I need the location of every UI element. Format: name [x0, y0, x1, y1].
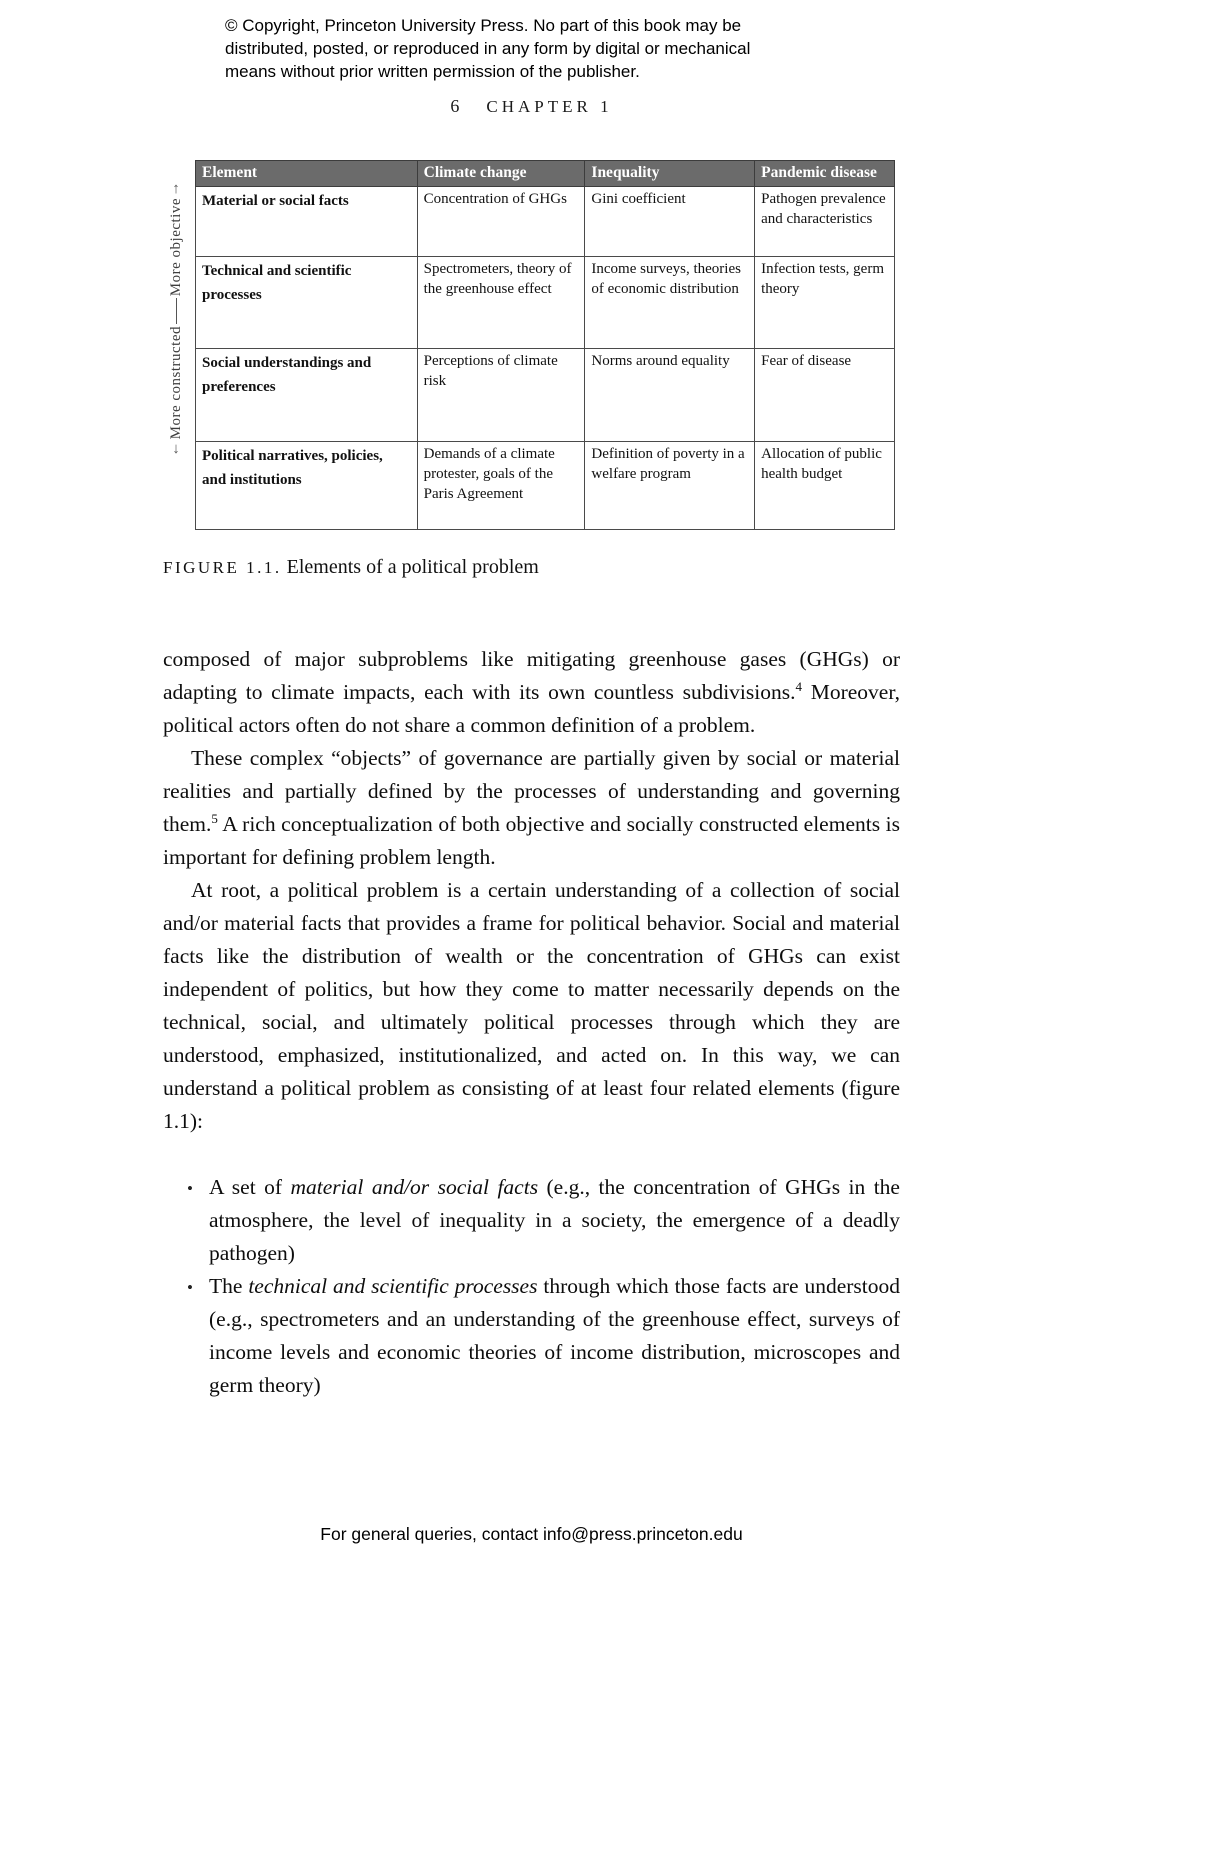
- copyright-line-1: © Copyright, Princeton University Press. No part of this book may be: [225, 16, 742, 35]
- elements-table: [195, 160, 895, 530]
- bullet-2-pre: The: [209, 1274, 249, 1298]
- bullet-1-post: (e.g., the concentration of GHGs in the atmosphere, the level of inequality in a society, the emergence of a deadly pathogen): [209, 1175, 900, 1265]
- paragraph-3: At root, a political problem is a certain understanding of a collection of social and/or material facts that provides a frame for political behavior. Social and material facts like the distribution of wealth or the concentration of GHGs can exist independent of politics, but how they come to matter necessarily depends on the technical, social, and ultimately political processes through which they are understood, emphasized, institutionalized, and acted on. In this way, we can understand a political problem as consisting of at least four related elements (figure 1.1):: [163, 878, 900, 1133]
- cell-climate: Concentration of GHGs: [417, 187, 585, 257]
- footer-contact-note: For general queries, contact info@press.princeton.edu: [320, 1524, 743, 1544]
- col-header-climate-change: Climate change: [417, 161, 585, 187]
- body-text: [163, 643, 900, 1402]
- arrow-up-icon: ↑: [172, 181, 180, 197]
- cell-pandemic: Pathogen prevalence and characteristics: [755, 187, 895, 257]
- footnote-ref-5: 5: [211, 810, 218, 826]
- cell-element: Political narratives, policies, and institutions: [196, 442, 418, 530]
- col-header-element: Element: [196, 161, 418, 187]
- table-row: [196, 349, 895, 442]
- copyright-line-3: means without prior written permission of the publisher.: [225, 62, 640, 81]
- paragraph-1: [163, 643, 900, 742]
- table-row: [196, 257, 895, 349]
- bullet-2-italic: technical and scientific processes: [248, 1274, 538, 1298]
- axis-label-more-constructed: More constructed: [167, 326, 184, 440]
- paragraph-2-text: These complex “objects” of governance are partially given by social or material realities and partially defined by the processes of understanding and governing them.: [163, 746, 900, 836]
- cell-climate: Demands of a climate protester, goals of the Paris Agreement: [417, 442, 585, 530]
- cell-climate: Perceptions of climate risk: [417, 349, 585, 442]
- cell-inequality: Definition of poverty in a welfare program: [585, 442, 755, 530]
- figure-caption-label: FIGURE 1.1.: [163, 558, 282, 577]
- table-row: [196, 187, 895, 257]
- paragraph-2: [163, 742, 900, 874]
- arrow-down-icon: ↓: [172, 440, 180, 457]
- cell-pandemic: Infection tests, germ theory: [755, 257, 895, 349]
- footnote-ref-4: 4: [795, 678, 802, 694]
- cell-climate: Spectrometers, theory of the greenhouse effect: [417, 257, 585, 349]
- paragraph-1-text: composed of major subproblems like mitigating greenhouse gases (GHGs) or adapting to climate impacts, each with its own countless subdivisions.: [163, 647, 900, 704]
- cell-inequality: Norms around equality: [585, 349, 755, 442]
- paragraph-2-text-cont: A rich conceptualization of both objective and socially constructed elements is important for defining problem length.: [163, 812, 900, 869]
- cell-inequality: Income surveys, theories of economic distribution: [585, 257, 755, 349]
- figure-caption: [163, 556, 900, 579]
- col-header-inequality: Inequality: [585, 161, 755, 187]
- elements-bullet-list: [163, 1171, 900, 1402]
- paragraph-1-text-cont: Moreover, political actors often do not share a common definition of a problem.: [163, 680, 900, 737]
- axis-divider-line: [176, 298, 177, 324]
- copyright-line-2: distributed, posted, or reproduced in any form by digital or mechanical: [225, 39, 751, 58]
- bullet-2-post: through which those facts are understood (e.g., spectrometers and an understanding of the greenhouse effect, surveys of income levels and economic theories of income distribution, microscopes and germ theory): [209, 1274, 900, 1397]
- table-header-row: [196, 161, 895, 187]
- table-row: [196, 442, 895, 530]
- cell-element: Social understandings and preferences: [196, 349, 418, 442]
- cell-pandemic: Fear of disease: [755, 349, 895, 442]
- list-item: [209, 1270, 900, 1402]
- list-item: [209, 1171, 900, 1270]
- cell-element: Material or social facts: [196, 187, 418, 257]
- copyright-notice: [225, 14, 845, 83]
- figure-caption-text: Elements of a political problem: [281, 556, 539, 578]
- bullet-1-pre: A set of: [209, 1175, 291, 1199]
- cell-element: Technical and scientific processes: [196, 257, 418, 349]
- cell-inequality: Gini coefficient: [585, 187, 755, 257]
- objectivity-axis: [163, 182, 189, 554]
- col-header-pandemic-disease: Pandemic disease: [755, 161, 895, 187]
- bullet-1-italic: material and/or social facts: [290, 1175, 539, 1199]
- figure-1-1: [163, 160, 900, 530]
- chapter-title: CHAPTER 1: [486, 97, 613, 116]
- cell-pandemic: Allocation of public health budget: [755, 442, 895, 530]
- axis-label-more-objective: More objective: [167, 198, 184, 297]
- running-head: [163, 96, 900, 117]
- page-number: 6: [450, 96, 461, 116]
